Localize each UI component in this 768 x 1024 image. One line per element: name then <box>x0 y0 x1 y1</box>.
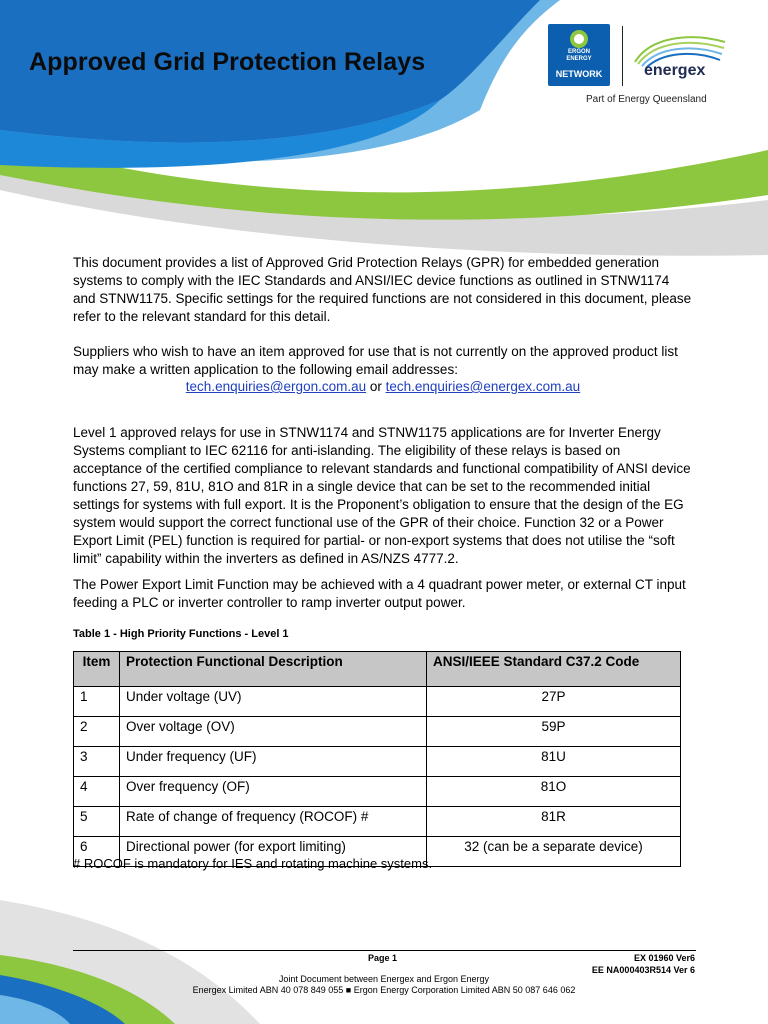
row-code: 81O <box>427 777 681 807</box>
abn-line: Energex Limited ABN 40 078 849 055 ■ Ergon Energy Corporation Limited ABN 50 087 646 062 <box>192 985 576 995</box>
logo-group <box>546 22 746 112</box>
header-description: Protection Functional Description <box>120 652 427 687</box>
row-item: 3 <box>74 747 120 777</box>
row-description: Directional power (for export limiting) <box>120 837 427 867</box>
row-description: Under frequency (UF) <box>120 747 427 777</box>
ergon-logo-text-2: ENERGY <box>566 56 592 62</box>
ergon-logo-text-1: ERGON <box>567 49 590 55</box>
row-description: Rate of change of frequency (ROCOF) # <box>120 807 427 837</box>
header-item: Item <box>74 652 120 687</box>
email-line <box>73 378 693 396</box>
row-code: 81U <box>427 747 681 777</box>
email-or-text: or <box>366 379 386 394</box>
table-row <box>74 687 681 717</box>
row-code: 27P <box>427 687 681 717</box>
suppliers-paragraph: Suppliers who wish to have an item approved for use that is not currently on the approved product list may make a written application to the following email addresses: <box>73 344 678 377</box>
table-row <box>74 777 681 807</box>
row-item: 5 <box>74 807 120 837</box>
export-limit-paragraph: The Power Export Limit Function may be achieved with a 4 quadrant power meter, or external CT input feeding a PLC or inverter controller to ramp inverter output power. <box>73 577 686 610</box>
table-footnote: # ROCOF is mandatory for IES and rotating machine systems. <box>73 856 433 871</box>
row-description: Over voltage (OV) <box>120 717 427 747</box>
doc-ref-2: EE NA000403R514 Ver 6 <box>591 965 695 975</box>
footer-divider <box>73 950 696 951</box>
ergon-energy-network-logo <box>548 24 610 86</box>
row-item: 6 <box>74 837 120 867</box>
table-row <box>74 747 681 777</box>
row-code: 81R <box>427 807 681 837</box>
logo-tagline: Part of Energy Queensland <box>586 94 707 105</box>
energex-email-link[interactable]: tech.enquiries@energex.com.au <box>385 379 581 394</box>
row-item: 2 <box>74 717 120 747</box>
table-caption: Table 1 - High Priority Functions - Level 1 <box>73 628 289 640</box>
doc-ref-1: EX 01960 Ver6 <box>633 953 695 963</box>
page-number: Page 1 <box>368 953 398 963</box>
page-title: Approved Grid Protection Relays <box>29 48 426 76</box>
row-code: 59P <box>427 717 681 747</box>
joint-document-note: Joint Document between Energex and Ergon Energy <box>278 974 490 984</box>
ergon-logo-network: NETWORK <box>555 69 603 79</box>
table-header-row <box>74 652 681 687</box>
row-code: 32 (can be a separate device) <box>427 837 681 867</box>
table-row <box>74 717 681 747</box>
row-item: 4 <box>74 777 120 807</box>
row-item: 1 <box>74 687 120 717</box>
level1-paragraph: Level 1 approved relays for use in STNW1174 and STNW1175 applications are for Inverter Energy Systems compliant to IEC 62116 for anti-islanding. The eligibility of these relays is based on acceptance of the certified compliance to relevant standards and functional compatibility of ANSI device functions 27, 59, 81U, 81O and 81R in a single device that can be set to the recommended initial settings for systems with full export. It is the Proponent’s obligation to ensure that the design of the EG system would support the correct functional use of the GPR of their choice. Function 32 or a Power Export Limit (PEL) function is required for partial- or non-export systems that does not utilise the “soft limit” capability within the inverters as defined in AS/NZS 4777.2. <box>73 425 691 566</box>
intro-paragraph: This document provides a list of Approved Grid Protection Relays (GPR) for embedded generation systems to comply with the IEC Standards and ANSI/IEC device functions as outlined in STNW1174 and STNW1175. Specific settings for the required functions are not considered in this document, please refer to the relevant standard for this detail. <box>73 255 692 324</box>
logo-divider <box>622 26 623 86</box>
energex-logo-text: energex <box>644 62 706 79</box>
row-description: Under voltage (UV) <box>120 687 427 717</box>
header-code: ANSI/IEEE Standard C37.2 Code <box>427 652 681 687</box>
ergon-email-link[interactable]: tech.enquiries@ergon.com.au <box>185 379 367 394</box>
row-description: Over frequency (OF) <box>120 777 427 807</box>
protection-functions-table <box>73 651 681 867</box>
table-row <box>74 807 681 837</box>
